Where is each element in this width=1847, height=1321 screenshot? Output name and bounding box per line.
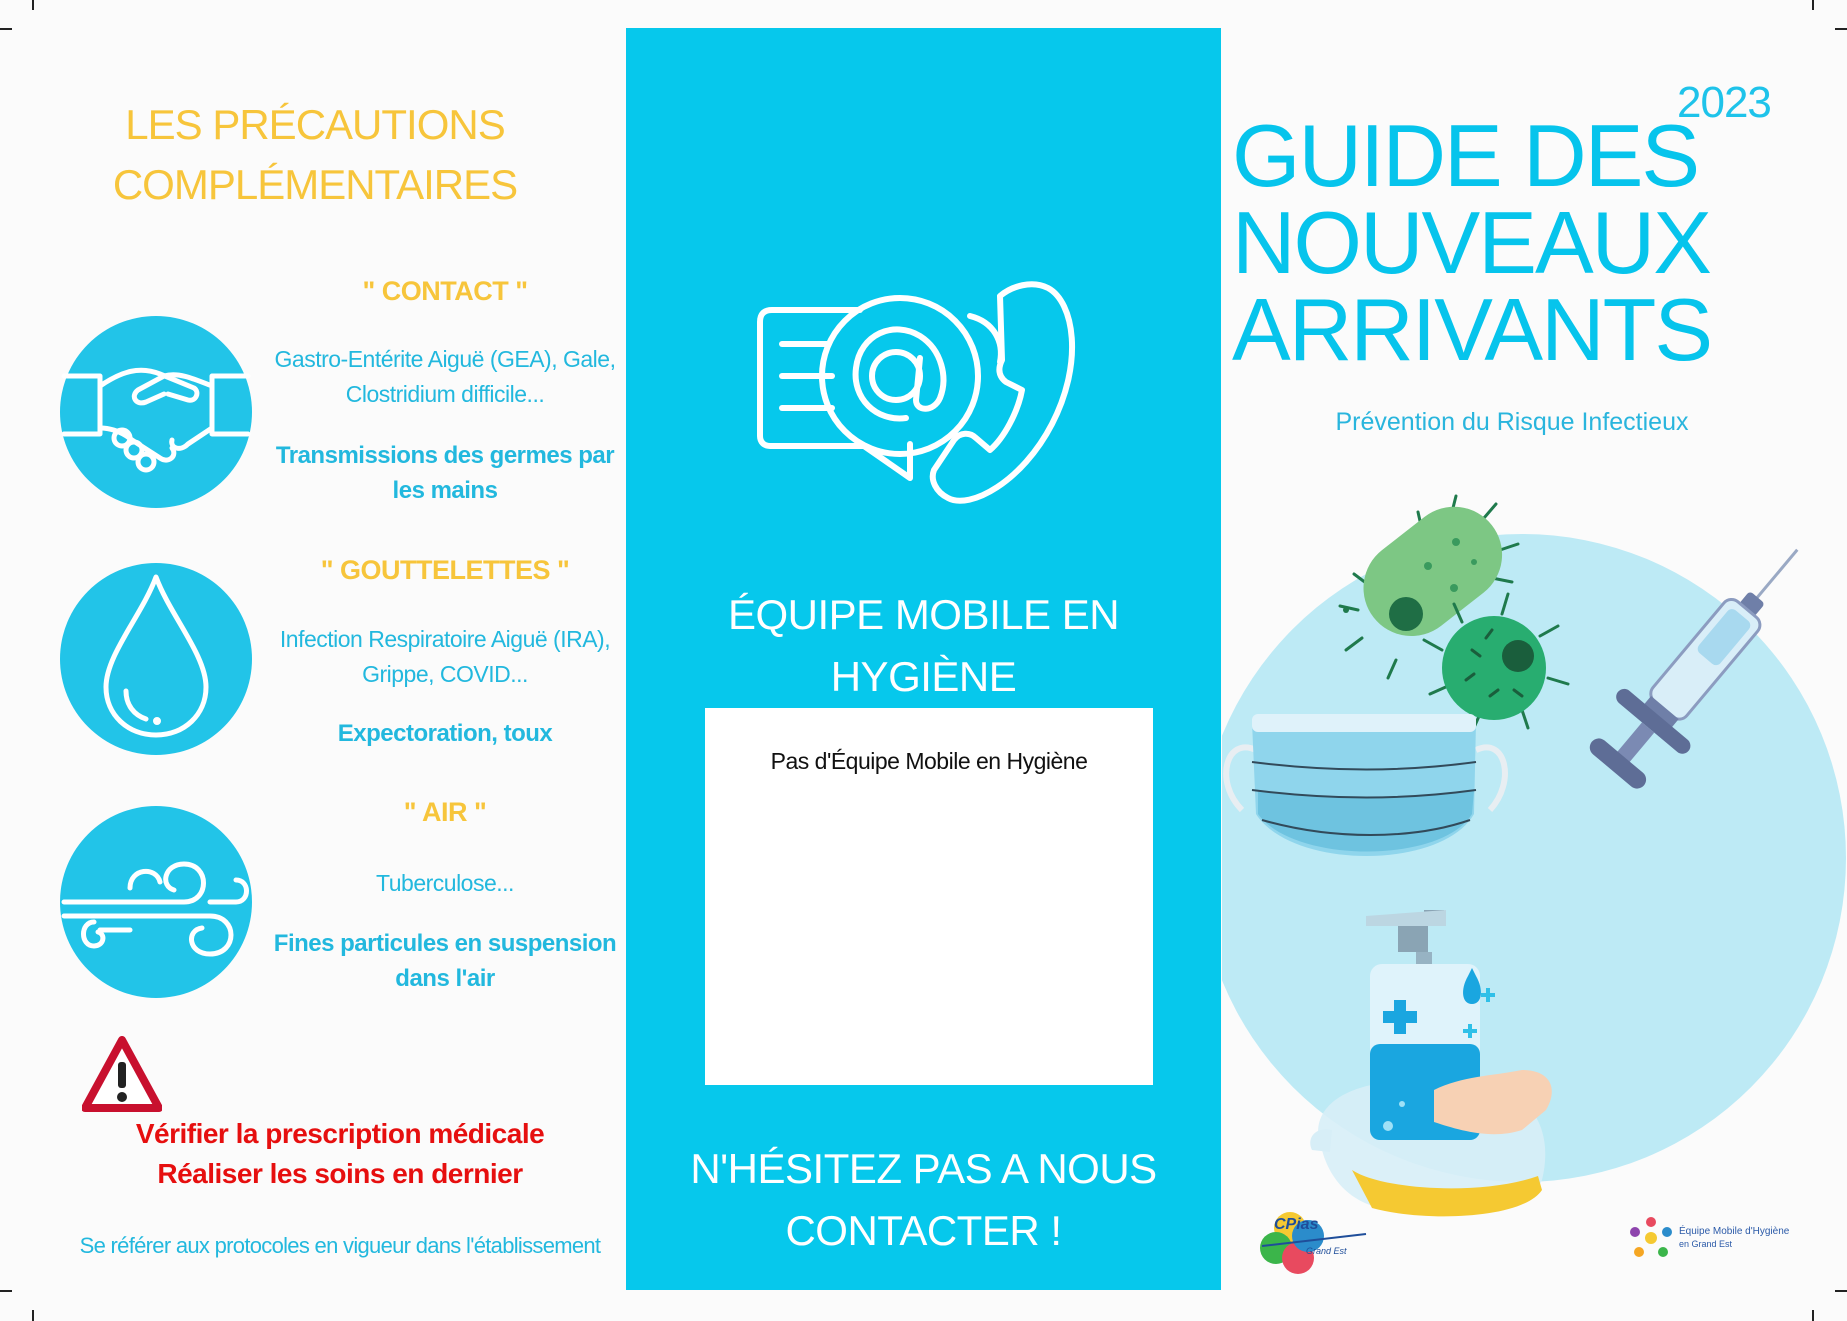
droplet-icon — [60, 563, 252, 755]
warning-triangle-icon — [82, 1036, 162, 1114]
air-description: Tuberculose... — [376, 870, 514, 896]
contact-description: Gastro-Entérite Aiguë (GEA), Gale, Clostridium difficile... — [274, 346, 616, 407]
emh-grand-est-logo: Équipe Mobile d'Hygiène en Grand Est — [1627, 1214, 1797, 1264]
hygiene-illustration — [1222, 490, 1847, 1250]
contact-us-message: N'HÉSITEZ PAS A NOUS CONTACTER ! — [690, 1145, 1157, 1254]
protocol-footnote: Se référer aux protocoles en vigueur dans l'établissement — [79, 1233, 601, 1258]
year-label: 2023 — [1677, 78, 1771, 127]
air-transmission: Fines particules en suspension dans l'air — [273, 930, 617, 992]
team-title: ÉQUIPE MOBILE EN HYGIÈNE — [727, 591, 1120, 700]
air-title: " AIR " — [403, 797, 487, 827]
gouttelettes-transmission: Expectoration, toux — [337, 720, 553, 747]
wind-icon — [60, 806, 252, 998]
handshake-icon — [60, 316, 252, 508]
team-info-text: Pas d'Équipe Mobile en Hygiène — [770, 748, 1088, 774]
gouttelettes-title: " GOUTTELETTES " — [320, 555, 570, 585]
contact-panel — [626, 28, 1221, 1290]
guide-subtitle: Prévention du Risque Infectieux — [1335, 408, 1689, 436]
team-info-box — [705, 708, 1153, 1085]
guide-title: GUIDE DES NOUVEAUX ARRIVANTS — [1232, 106, 1712, 379]
precautions-panel — [0, 0, 625, 1321]
contact-transmission: Transmissions des germes par les mains — [275, 442, 615, 504]
cover-panel — [1222, 0, 1847, 1321]
contact-title: " CONTACT " — [362, 276, 528, 306]
warning-message: Vérifier la prescription médicale Réaliser les soins en dernier — [135, 1118, 545, 1189]
contact-email-phone-icon — [756, 272, 1086, 522]
precautions-title: LES PRÉCAUTIONS COMPLÉMENTAIRES — [112, 101, 518, 208]
gouttelettes-description: Infection Respiratoire Aiguë (IRA), Grippe, COVID... — [279, 626, 611, 687]
cpias-logo: CPias Grand Est — [1254, 1206, 1374, 1278]
